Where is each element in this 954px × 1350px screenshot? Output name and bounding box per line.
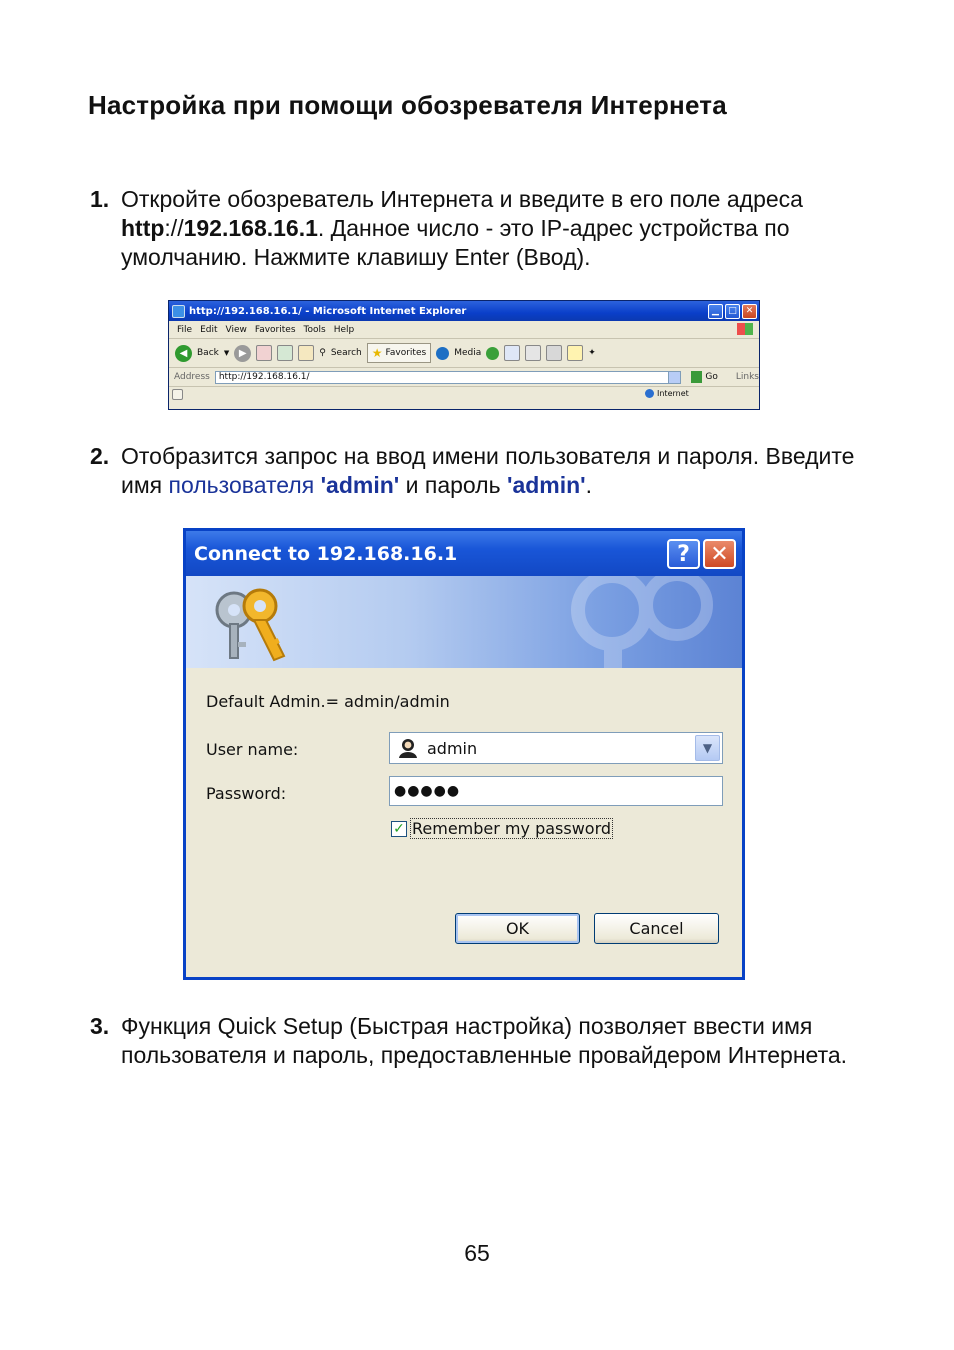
messenger-icon[interactable]: ✦ [588,348,596,358]
password-field[interactable] [389,776,723,806]
favorites-button[interactable] [367,343,431,363]
step-text-part: . Данное число - это IP-адрес устройства по умолчанию. Нажмите клавишу Enter (Ввод). [121,215,790,270]
ie-title-bar [169,301,759,321]
remember-password-checkbox[interactable] [391,818,613,839]
help-icon[interactable]: ? [667,539,700,569]
url-scheme: http [121,215,165,241]
username-combobox[interactable] [389,732,723,764]
star-icon: ★ [371,346,383,360]
links-label[interactable]: Links [735,372,759,382]
realm-text: Default Admin.= admin/admin [206,692,450,711]
address-input[interactable] [215,371,681,384]
url-separator: :// [164,215,184,241]
status-zone-label: Internet [657,389,689,398]
step-number: 1. [90,186,110,212]
go-button-label[interactable]: Go [705,372,718,382]
ie-menu-bar [169,321,759,339]
print-icon[interactable] [525,345,541,361]
ie-status-bar [169,387,759,401]
page-number: 65 [464,1240,490,1266]
stop-icon[interactable] [256,345,272,361]
media-icon[interactable] [436,347,449,360]
menu-tools[interactable]: Tools [303,324,326,335]
cancel-button[interactable]: Cancel [594,913,719,944]
close-icon[interactable]: ✕ [742,304,757,319]
edit-icon[interactable] [546,345,562,361]
refresh-icon[interactable] [277,345,293,361]
search-button-label[interactable]: Search [330,348,362,358]
page-heading: Настройка при помощи обозревателя Интернета [88,90,727,120]
ie-window-title: http://192.168.16.1/ - Microsoft Internet Explorer [189,305,467,317]
dialog-title-bar [186,531,742,576]
address-dropdown-icon[interactable] [668,371,680,384]
menu-file[interactable]: File [177,324,193,335]
home-icon[interactable] [298,345,314,361]
step-text [121,185,870,272]
windows-flag-icon [737,323,753,335]
menu-view[interactable]: View [225,324,247,335]
forward-arrow-icon[interactable]: ▶ [234,345,251,362]
step-text [121,442,870,500]
step-text-part: и пароль [399,472,507,498]
ie-window-screenshot [168,300,760,410]
dialog-banner [186,576,742,668]
ip-address: 192.168.16.1 [183,215,318,241]
checkbox-checked-icon[interactable]: ✓ [391,821,407,837]
chevron-down-icon[interactable]: ▼ [223,349,230,357]
discuss-icon[interactable] [567,345,583,361]
password-dots: ●●●●● [394,783,461,799]
keys-icon [208,584,298,664]
step-text-part: Откройте обозреватель Интернета и введите в его поле адреса [121,186,803,212]
ok-button[interactable]: OK [455,913,580,944]
status-zone [645,389,689,398]
step-1 [90,185,870,272]
menu-help[interactable]: Help [333,324,355,335]
minimize-icon[interactable]: ▁ [708,304,723,319]
globe-icon [645,389,654,398]
username-value: admin [427,738,478,758]
step-number: 2. [90,443,110,469]
page-icon [172,389,183,400]
step-text-part: пользователя [168,472,315,498]
login-dialog-screenshot [183,528,745,980]
go-arrow-icon[interactable] [691,371,702,383]
password-value: 'admin' [506,472,586,498]
chevron-down-icon[interactable]: ▼ [695,735,720,761]
user-icon [397,737,419,759]
mail-icon[interactable] [504,345,520,361]
media-button-label[interactable]: Media [454,348,482,358]
step-2 [90,442,870,500]
back-button-label[interactable]: Back [197,348,219,358]
step-text-part: Отобразится запрос на ввод имени пользователя и пароля. Введите имя [121,443,855,498]
menu-edit[interactable]: Edit [200,324,218,335]
address-value: http://192.168.16.1/ [218,372,310,382]
step-text: Функция Quick Setup (Быстрая настройка) позволяет ввести имя пользователя и пароль, предоставленные провайдером Интернета. [121,1013,848,1068]
username-value: 'admin' [320,472,400,498]
ie-toolbar [169,339,759,368]
maximize-icon[interactable]: □ [725,304,740,319]
step-number: 3. [90,1013,110,1039]
dialog-body [186,668,742,980]
search-icon[interactable]: ⚲ [319,348,326,358]
remember-password-label[interactable]: Remember my password [412,819,612,838]
ie-icon [172,305,185,318]
history-icon[interactable] [486,347,499,360]
password-label: Password: [206,784,287,803]
menu-favorites[interactable]: Favorites [254,324,296,335]
address-label: Address [174,372,210,382]
username-label: User name: [206,740,299,759]
step-text-part: . [585,472,593,498]
favorites-label: Favorites [385,348,427,358]
back-arrow-icon[interactable]: ◀ [175,345,192,362]
dialog-title: Connect to 192.168.16.1 [194,542,458,565]
step-3 [90,1012,870,1070]
close-icon[interactable]: ✕ [703,539,736,569]
keys-watermark-icon [552,576,722,668]
ie-address-bar [169,368,759,387]
